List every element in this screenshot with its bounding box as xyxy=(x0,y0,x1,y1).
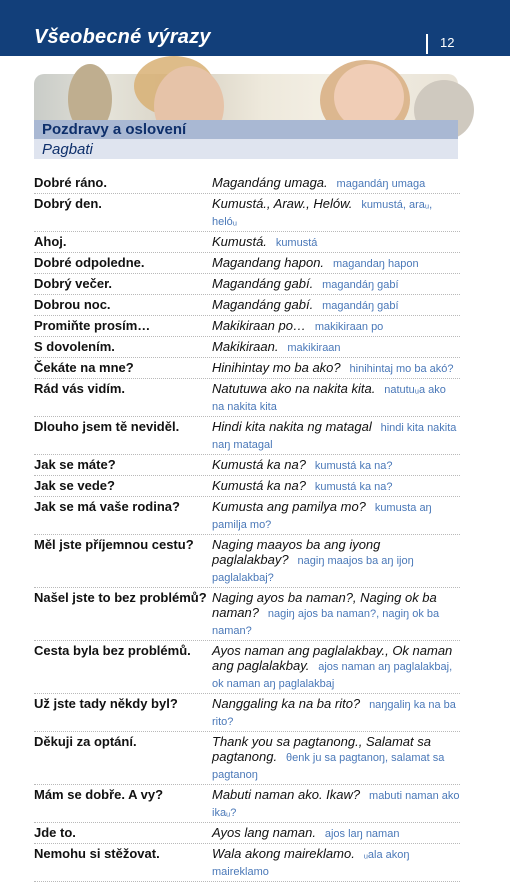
tagalog-phrase: Thank you sa pagtanong., Salamat sa pagtanong. xyxy=(212,734,431,764)
pronunciation: natutuᵤa ako na nakita kita xyxy=(212,384,446,413)
pronunciation: ajos laŋ naman xyxy=(324,828,400,840)
czech-phrase: Našel jste to bez problémů? xyxy=(34,590,207,605)
czech-phrase: Měl jste příjemnou cestu? xyxy=(34,537,194,552)
tagalog-phrase: Hinihintay mo ba ako? xyxy=(212,360,341,375)
tagalog-phrase: Ayos lang naman. xyxy=(212,825,316,840)
tagalog-phrase: Hindi kita nakita ng matagal xyxy=(212,419,372,434)
phrase-row xyxy=(34,194,460,232)
czech-phrase: Dobrou noc. xyxy=(34,297,111,312)
tagalog-phrase: Kumustá ka na? xyxy=(212,478,306,493)
pronunciation: hindi kita nakita naŋ matagal xyxy=(212,422,457,451)
pronunciation: nagiŋ ajos ba naman?, nagiŋ ok ba naman? xyxy=(212,608,440,637)
pronunciation: magandáŋ umaga xyxy=(336,178,426,190)
pronunciation: kumustá xyxy=(275,237,318,249)
czech-phrase: Jde to. xyxy=(34,825,76,840)
tagalog-translation xyxy=(212,338,460,356)
phrase-row xyxy=(34,588,460,641)
tagalog-phrase: Mabuti naman ako. Ikaw? xyxy=(212,787,361,802)
pronunciation: θenk ju sa pagtanoŋ, salamat sa pagtanoŋ xyxy=(212,752,445,781)
phrase-row xyxy=(34,785,460,823)
tagalog-translation xyxy=(212,695,460,730)
phrase-row xyxy=(34,823,460,844)
tagalog-translation xyxy=(212,589,460,639)
tagalog-translation xyxy=(212,233,460,251)
tagalog-phrase: Magandang hapon. xyxy=(212,255,325,270)
section-title: Pozdravy a oslovení xyxy=(42,121,187,138)
phrase-row xyxy=(34,455,460,476)
czech-phrase: Dlouho jsem tě neviděl. xyxy=(34,419,180,434)
tagalog-translation xyxy=(212,317,460,335)
tagalog-phrase: Wala akong maireklamo. xyxy=(212,846,355,861)
phrase-row xyxy=(34,274,460,295)
tagalog-phrase: Magandáng gabí. xyxy=(212,297,314,312)
tagalog-translation xyxy=(212,296,460,314)
pronunciation: nagiŋ maajos ba aŋ ijoŋ paglalakbaj? xyxy=(212,555,414,584)
czech-phrase: Rád vás vidím. xyxy=(34,381,126,396)
tagalog-phrase: Magandáng umaga. xyxy=(212,175,328,190)
tagalog-phrase: Kumustá ka na? xyxy=(212,457,306,472)
phrase-row xyxy=(34,694,460,732)
pronunciation: makikiraan po xyxy=(314,321,384,333)
tagalog-phrase: Ayos naman ang paglalakbay., Ok naman ang paglalakbay. xyxy=(212,643,453,673)
czech-phrase: Jak se má vaše rodina? xyxy=(34,499,180,514)
phrase-row xyxy=(34,358,460,379)
czech-phrase: Dobrý den. xyxy=(34,196,102,211)
tagalog-translation xyxy=(212,477,460,495)
czech-phrase: Dobré ráno. xyxy=(34,175,107,190)
czech-phrase: Děkuji za optání. xyxy=(34,734,137,749)
phrase-list xyxy=(34,173,460,882)
phrase-row xyxy=(34,232,460,253)
tagalog-translation xyxy=(212,642,460,692)
czech-phrase: Už jste tady někdy byl? xyxy=(34,696,178,711)
phrase-row xyxy=(34,417,460,455)
phrase-row xyxy=(34,379,460,417)
tagalog-translation xyxy=(212,498,460,533)
czech-phrase: Jak se vede? xyxy=(34,478,115,493)
czech-phrase: S dovolením. xyxy=(34,339,115,354)
tagalog-translation xyxy=(212,359,460,377)
pronunciation: kumusta aŋ pamilja mo? xyxy=(212,502,432,531)
section-photo xyxy=(34,74,458,120)
tagalog-translation xyxy=(212,824,460,842)
tagalog-phrase: Magandáng gabí. xyxy=(212,276,314,291)
tagalog-translation xyxy=(212,733,460,783)
phrase-row xyxy=(34,173,460,194)
pronunciation: magandáŋ gabí xyxy=(322,279,399,291)
czech-phrase: Mám se dobře. A vy? xyxy=(34,787,164,802)
czech-phrase: Promiňte prosím… xyxy=(34,318,151,333)
tagalog-phrase: Naging ayos ba naman?, Naging ok ba naman? xyxy=(212,590,437,620)
phrase-row xyxy=(34,535,460,588)
phrase-row xyxy=(34,253,460,274)
chapter-title: Všeobecné výrazy xyxy=(34,26,211,48)
phrase-row xyxy=(34,316,460,337)
tagalog-translation xyxy=(212,786,460,821)
pronunciation: kumustá, araᵤ, helóᵤ xyxy=(212,199,433,228)
tagalog-translation xyxy=(212,275,460,293)
pronunciation: kumustá ka na? xyxy=(314,481,393,493)
tagalog-translation xyxy=(212,174,460,192)
phrase-row xyxy=(34,295,460,316)
tagalog-translation xyxy=(212,418,460,453)
pronunciation: ajos naman aŋ paglalakbaj, ok naman aŋ paglalakbaj xyxy=(212,661,453,690)
czech-phrase: Ahoj. xyxy=(34,234,67,249)
tagalog-translation xyxy=(212,845,460,880)
tagalog-translation xyxy=(212,456,460,474)
tagalog-translation xyxy=(212,195,460,230)
phrase-row xyxy=(34,497,460,535)
pronunciation: magandáŋ gabí xyxy=(322,300,399,312)
tagalog-translation xyxy=(212,536,460,586)
tagalog-translation xyxy=(212,380,460,415)
tagalog-phrase: Kumustá. xyxy=(212,234,267,249)
phrase-row xyxy=(34,732,460,785)
pronunciation: kumustá ka na? xyxy=(314,460,393,472)
page-number: 12 xyxy=(440,35,455,50)
czech-phrase: Jak se máte? xyxy=(34,457,116,472)
section-subtitle-band xyxy=(34,139,458,159)
tagalog-translation xyxy=(212,254,460,272)
tagalog-phrase: Naging maayos ba ang iyong paglalakbay? xyxy=(212,537,381,567)
czech-phrase: Čekáte na mne? xyxy=(34,360,134,375)
phrase-row xyxy=(34,641,460,694)
header-separator xyxy=(426,34,428,54)
phrase-row xyxy=(34,844,460,882)
page-header xyxy=(0,0,510,56)
tagalog-phrase: Kumustá., Araw., Helów. xyxy=(212,196,353,211)
pronunciation: magandaŋ hapon xyxy=(332,258,419,270)
pronunciation: naŋgaliŋ ka na ba rito? xyxy=(212,699,456,728)
czech-phrase: Nemohu si stěžovat. xyxy=(34,846,160,861)
section-subtitle: Pagbati xyxy=(42,141,93,158)
pronunciation: ᵤala akoŋ maireklamo xyxy=(212,849,410,878)
tagalog-phrase: Nanggaling ka na ba rito? xyxy=(212,696,361,711)
pronunciation: mabuti naman ako ikaᵤ? xyxy=(212,790,460,819)
czech-phrase: Dobrý večer. xyxy=(34,276,113,291)
pronunciation: hinihintaj mo ba akó? xyxy=(349,363,454,375)
phrase-row xyxy=(34,337,460,358)
tagalog-phrase: Makikiraan. xyxy=(212,339,279,354)
czech-phrase: Dobré odpoledne. xyxy=(34,255,145,270)
czech-phrase: Cesta byla bez problémů. xyxy=(34,643,191,658)
tagalog-phrase: Natutuwa ako na nakita kita. xyxy=(212,381,376,396)
phrase-row xyxy=(34,476,460,497)
tagalog-phrase: Kumusta ang pamilya mo? xyxy=(212,499,366,514)
tagalog-phrase: Makikiraan po… xyxy=(212,318,306,333)
pronunciation: makikiraan xyxy=(287,342,341,354)
